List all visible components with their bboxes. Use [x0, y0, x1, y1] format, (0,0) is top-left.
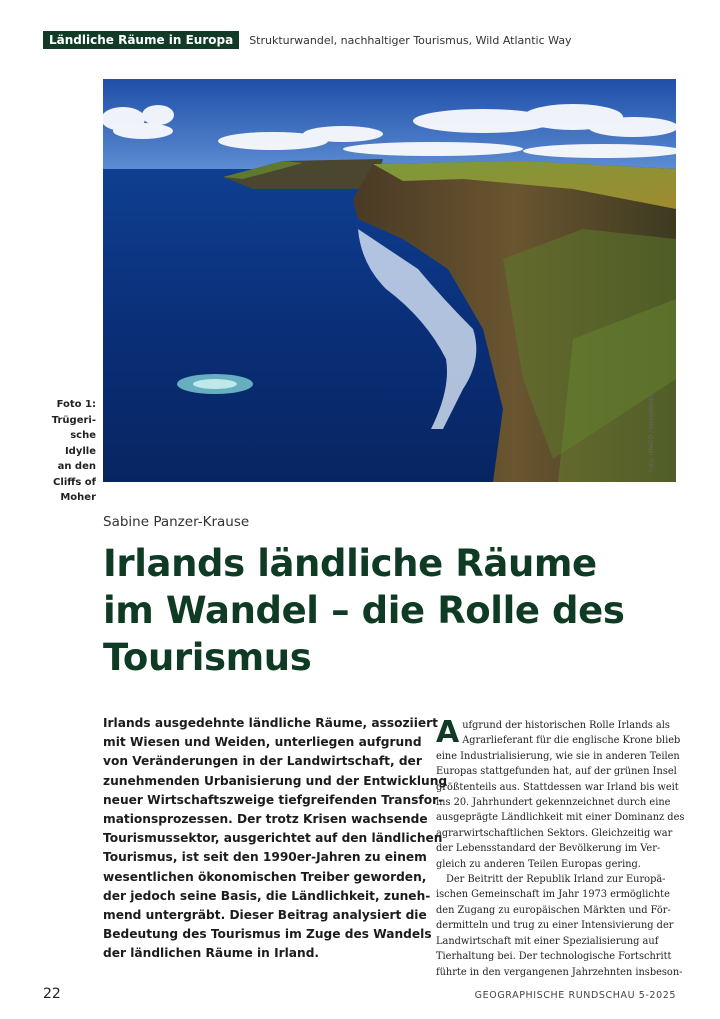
lead-line: der jedoch seine Basis, die Ländlichkeit, zuneh- [103, 888, 431, 903]
body-line: führte in den vergangenen Jahrzehnten insbeson- [436, 966, 683, 978]
body-line: ins 20. Jahrhundert gekennzeichnet durch eine [436, 797, 671, 809]
drop-cap: A [436, 715, 460, 750]
body-line: ischen Gemeinschaft im Jahr 1973 ermöglichte [436, 889, 670, 901]
lead-line: wesentlichen ökonomischen Treiber geworden, [103, 869, 427, 884]
lead-line: mit Wiesen und Weiden, unterliegen aufgrund [103, 735, 422, 750]
lead-line: Irlands ausgedehnte ländliche Räume, assoziiert [103, 716, 439, 730]
photo-caption [40, 397, 96, 506]
cliffs-of-moher-photo [103, 79, 676, 482]
author-name: Sabine Panzer-Krause [103, 514, 250, 530]
title-line: im Wandel – die Rolle des [103, 589, 625, 632]
caption-line: an den [57, 461, 96, 472]
body-line: Europas stattgefunden hat, auf der grünen Insel [436, 766, 677, 778]
lead-line: von Veränderungen in der Landwirtschaft, der [103, 754, 422, 769]
article-title [103, 540, 703, 681]
section-tag: Ländliche Räume in Europa [43, 31, 239, 49]
body-line: eine Industrialisierung, wie sie in anderen Teilen [436, 750, 680, 762]
journal-name: GEOGRAPHISCHE RUNDSCHAU 5-2025 [474, 990, 676, 1001]
running-header [43, 31, 572, 49]
lead-line: Tourismus, ist seit den 1990er-Jahren zu einem [103, 850, 427, 865]
lead-line: neuer Wirtschaftszweige tiefgreifenden Transfor- [103, 792, 444, 807]
photo-credit: Foto: IMAGO / imagebroker [648, 391, 655, 472]
body-line: der Lebensstandard der Bevölkerung im Ver- [436, 843, 661, 855]
caption-line: sche Idylle [64, 430, 96, 457]
body-line: den Zugang zu europäischen Märkten und För- [436, 904, 671, 916]
title-line: Irlands ländliche Räume [103, 542, 597, 585]
title-line: Tourismus [103, 636, 312, 679]
page-number: 22 [43, 986, 61, 1002]
body-line: agrarwirtschaftlichen Sektors. Gleichzeitig war [436, 827, 673, 839]
lead-line: zunehmenden Urbanisierung und der Entwicklung [103, 773, 448, 788]
body-line: größtenteils aus. Stattdessen war Irland bis weit [436, 781, 679, 793]
lead-line: Tourismussektor, ausgerichtet auf den ländlichen [103, 831, 443, 846]
section-topics: Strukturwandel, nachhaltiger Tourismus, Wild Atlantic Way [249, 33, 572, 47]
body-line: ausgeprägte Ländlichkeit mit einer Dominanz des [436, 812, 685, 824]
body-text-column [436, 715, 685, 980]
caption-line: Trügeri- [51, 414, 96, 426]
body-line: dermitteln und trug zu einer Intensivierung der [436, 920, 674, 932]
caption-line: Moher [60, 492, 96, 503]
lead-line: mationsprozessen. Der trotz Krisen wachsende [103, 812, 428, 827]
body-line: Landwirtschaft mit einer Spezialisierung auf [436, 935, 659, 947]
lead-line: der ländlichen Räume in Irland. [103, 946, 320, 961]
lead-paragraph [103, 714, 448, 964]
body-line: ufgrund der historischen Rolle Irlands als [462, 720, 670, 731]
caption-line: Cliffs of [53, 476, 96, 488]
lead-line: mend untergräbt. Dieser Beitrag analysiert die [103, 908, 427, 923]
caption-line: Foto 1: [56, 399, 96, 410]
body-line: gleich zu anderen Teilen Europas gering. [436, 858, 641, 870]
body-line: Agrarlieferant für die englische Krone blieb [462, 735, 681, 747]
lead-line: Bedeutung des Tourismus im Zuge des Wandels [103, 927, 432, 942]
body-line: Tierhaltung bei. Der technologische Fortschritt [436, 951, 672, 963]
body-line: Der Beitritt der Republik Irland zur Europä- [446, 874, 666, 886]
